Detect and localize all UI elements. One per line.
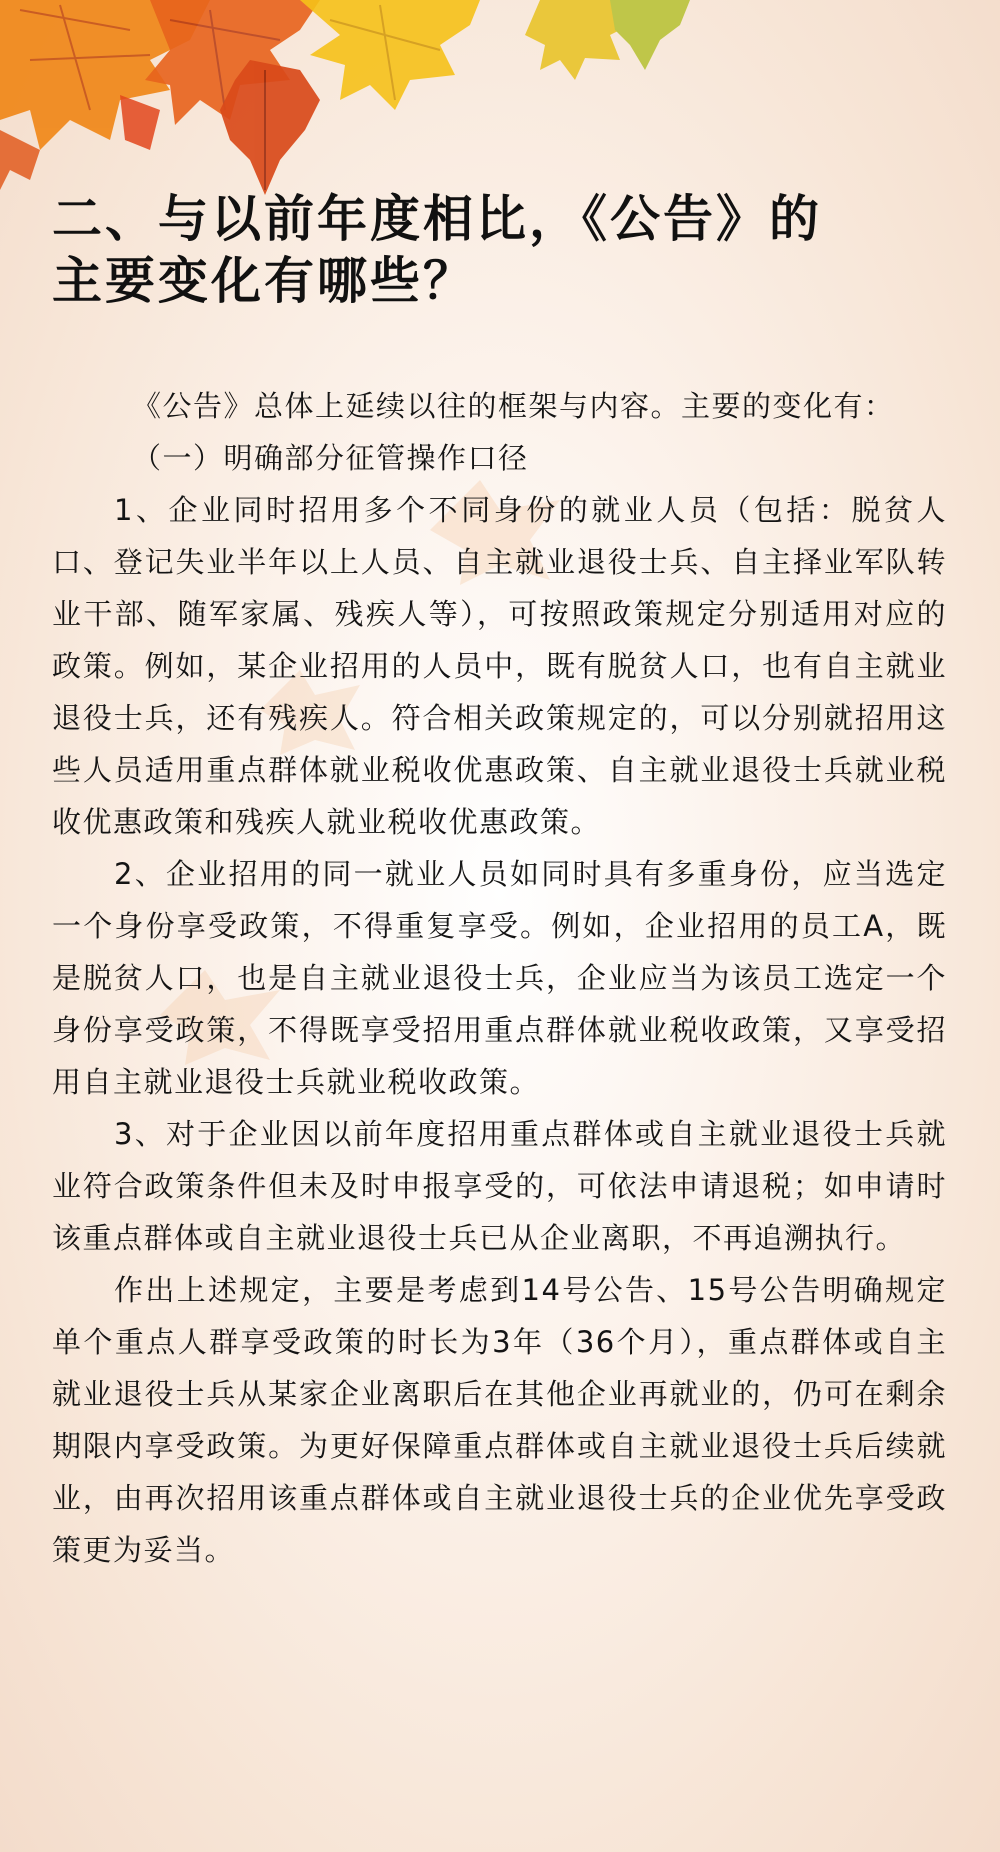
section-heading: （一）明确部分征管操作口径 bbox=[132, 441, 529, 475]
autumn-leaves-icon bbox=[0, 0, 1000, 200]
intro-paragraph: 《公告》总体上延续以往的框架与内容。主要的变化有： bbox=[132, 389, 895, 423]
page-title bbox=[52, 188, 952, 312]
article-body bbox=[52, 380, 947, 1576]
rationale-paragraph: 作出上述规定，主要是考虑到14号公告、15号公告明确规定单个重点人群享受政策的时长为3年（36个月），重点群体或自主就业退役士兵从某家企业离职后在其他企业再就业的，仍可在剩余期限内享受政策。为更好保障重点群体或自主就业退役士兵后续就业，由再次招用该重点群体或自主就业退役士兵的企业优先享受政策更为妥当。 bbox=[52, 1273, 947, 1567]
title-line-1: 二、与以前年度相比，《公告》的 bbox=[52, 190, 822, 248]
title-line-2: 主要变化有哪些？ bbox=[52, 252, 476, 310]
item-3-paragraph: 3、对于企业因以前年度招用重点群体或自主就业退役士兵就业符合政策条件但未及时申报享受的，可依法申请退税；如申请时该重点群体或自主就业退役士兵已从企业离职，不再追溯执行。 bbox=[52, 1117, 947, 1255]
item-2-paragraph: 2、企业招用的同一就业人员如同时具有多重身份，应当选定一个身份享受政策，不得重复享受。例如，企业招用的员工A，既是脱贫人口，也是自主就业退役士兵，企业应当为该员工选定一个身份享受政策，不得既享受招用重点群体就业税收政策，又享受招用自主就业退役士兵就业税收政策。 bbox=[52, 857, 947, 1099]
item-1-paragraph: 1、企业同时招用多个不同身份的就业人员（包括：脱贫人口、登记失业半年以上人员、自主就业退役士兵、自主择业军队转业干部、随军家属、残疾人等），可按照政策规定分别适用对应的政策。例如，某企业招用的人员中，既有脱贫人口，也有自主就业退役士兵，还有残疾人。符合相关政策规定的，可以分别就招用这些人员适用重点群体就业税收优惠政策、自主就业退役士兵就业税收优惠政策和残疾人就业税收优惠政策。 bbox=[52, 493, 947, 839]
